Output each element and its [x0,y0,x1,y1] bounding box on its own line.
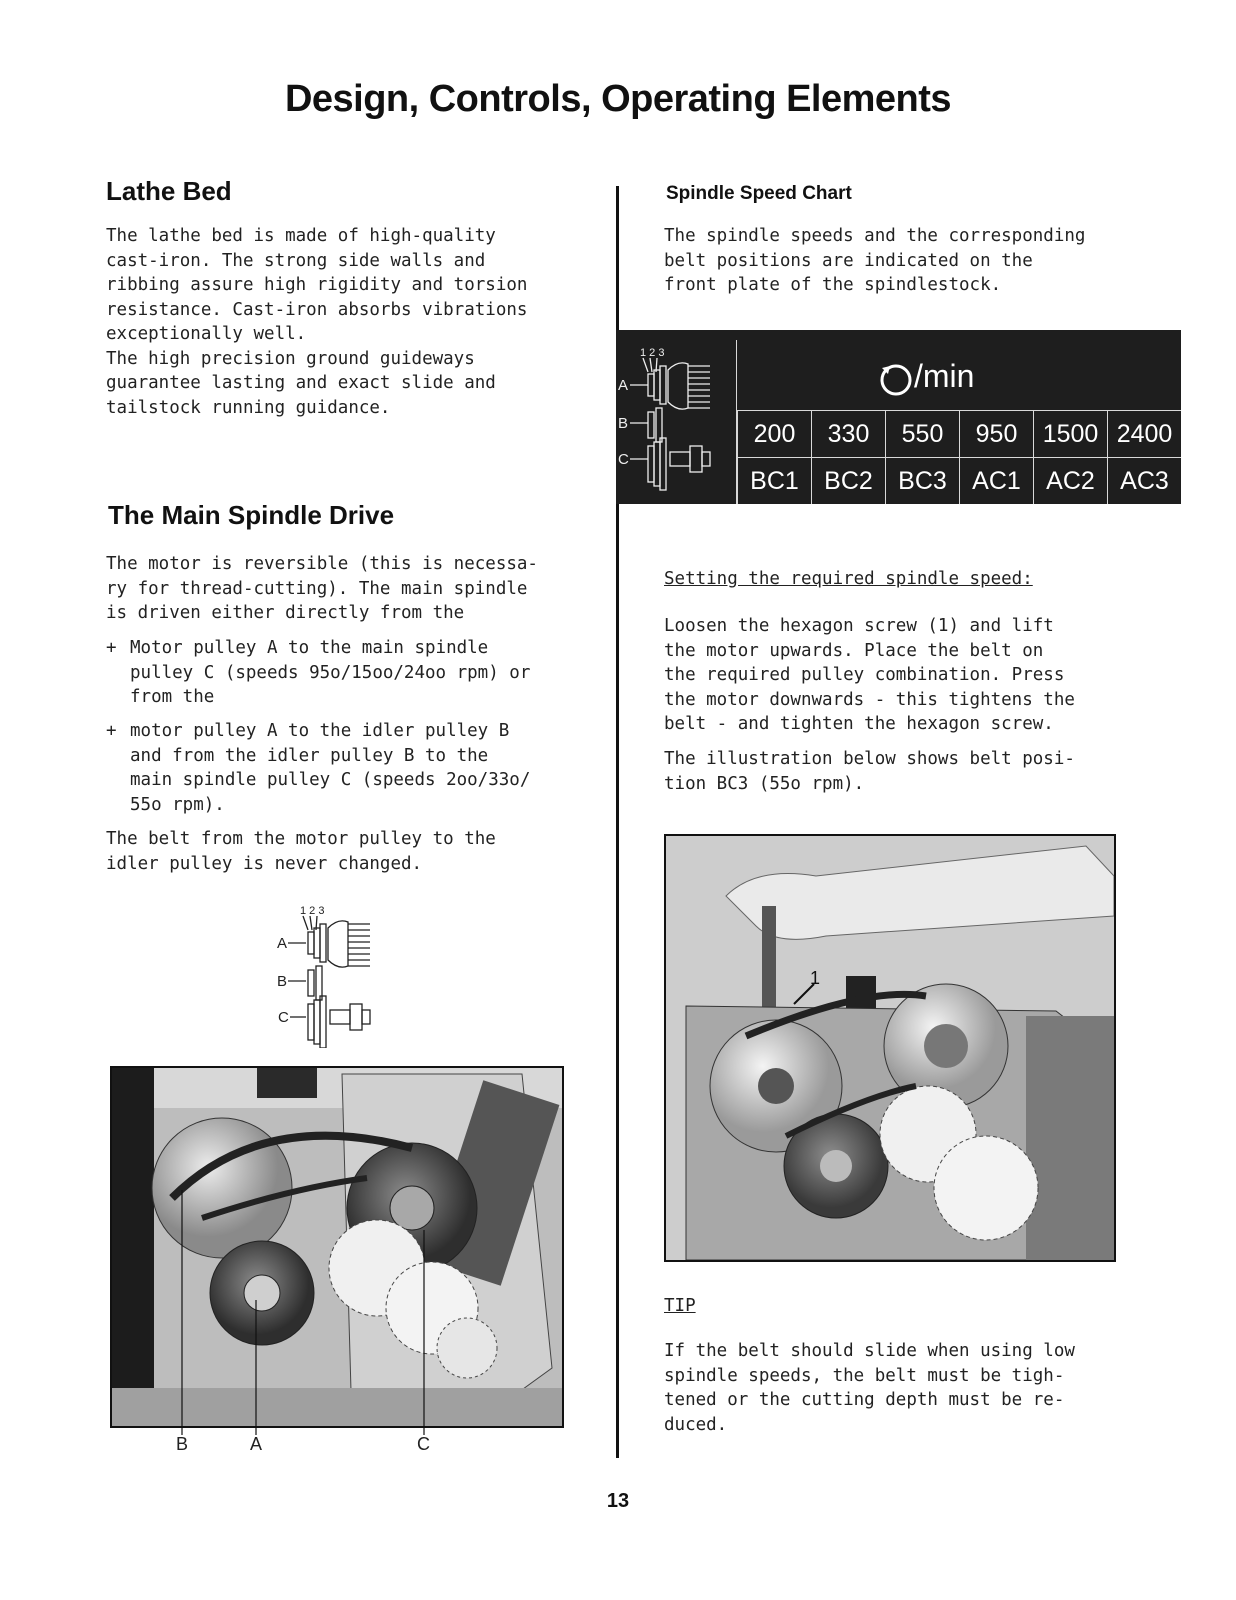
diagram-label-a: A [277,935,288,952]
photo-callout-1: 1 [810,968,821,988]
page-number: 13 [606,1490,630,1512]
diagram-top-numbers: 1 2 3 [300,905,325,917]
tip-heading: TIP [664,1296,696,1316]
spindle-speed-chart-heading: Spindle Speed Chart [666,183,852,204]
bullet-mark: + [106,721,117,741]
main-spindle-drive-intro: The motor is reversible (this is necessa- ry for thread-cutting). The main spindle is driven either directly from the [106,554,538,623]
setting-speed-para1: Loosen the hexagon screw (1) and lift the motor upwards. Place the belt on the required pulley combination. Press the motor downwards - this tightens the belt - and tighten the hexagon screw. [664,616,1075,734]
position-cell: AC2 [1033,457,1107,504]
main-spindle-drive-heading: The Main Spindle Drive [108,500,395,530]
chart-diagram-top-numbers: 1 2 3 [640,347,665,359]
main-spindle-drive-outro: The belt from the motor pulley to the idler pulley is never changed. [106,829,496,874]
photo-label-b: B [176,1434,189,1454]
pulley-diagram-icon [272,900,392,1048]
belt-position-photo [664,834,1116,1262]
position-cell: AC3 [1107,457,1181,504]
speed-cell: 950 [959,410,1033,457]
speed-unit: /min [914,358,975,394]
drive-bullet-1 [106,636,596,710]
speed-cell: 330 [811,410,885,457]
tip-body: If the belt should slide when using low spindle speeds, the belt must be tigh- tened or the cutting depth must be re- duced. [664,1341,1075,1435]
photo-label-c: C [417,1434,430,1454]
bullet-mark: + [106,638,117,658]
photo-label-a: A [250,1434,263,1454]
position-cell: BC3 [885,457,959,504]
speed-cell: 2400 [1107,410,1181,457]
diagram-label-c: C [278,1009,289,1026]
drive-bullet-2 [106,719,596,817]
diagram-label-b: B [277,973,288,990]
rotation-symbol-icon [878,362,914,398]
lathe-bed-body: The lathe bed is made of high-quality cast-iron. The strong side walls and ribbing assure high rigidity and torsion resistance. Cast-iron absorbs vibrations exceptionally well. The high precision ground guideways guarantee lasting and exact slide and tailstock running guidance. [106,226,528,418]
belt-position-photo-image [666,836,1114,1260]
position-cell: BC2 [811,457,885,504]
spindle-speed-chart-body: The spindle speeds and the corresponding belt positions are indicated on the front plate of the spindlestock. [664,226,1086,295]
speed-grid [737,410,1181,504]
speed-cell: 200 [737,410,811,457]
bullet-text: motor pulley A to the idler pulley B and from the idler pulley B to the main spindle pulley C (speeds 2oo/33o/ 55o rpm). [130,721,531,815]
lathe-bed-heading: Lathe Bed [106,176,232,206]
setting-speed-heading: Setting the required spindle speed: [664,569,1033,589]
chart-pulley-diagram-icon [616,338,734,498]
chart-diagram-label-c: C [618,451,629,468]
photo-leader-lines [110,1190,440,1440]
speed-cell: 550 [885,410,959,457]
position-cell: AC1 [959,457,1033,504]
setting-speed-para2: The illustration below shows belt posi- tion BC3 (55o rpm). [664,749,1075,794]
speed-chart-plate [616,330,1181,504]
chart-diagram-label-b: B [618,415,629,432]
speed-cell: 1500 [1033,410,1107,457]
chart-diagram-label-a: A [618,377,629,394]
page-title: Design, Controls, Operating Elements [284,78,952,120]
position-cell: BC1 [737,457,811,504]
bullet-text: Motor pulley A to the main spindle pulley C (speeds 95o/15oo/24oo rpm) or from the [130,638,531,707]
